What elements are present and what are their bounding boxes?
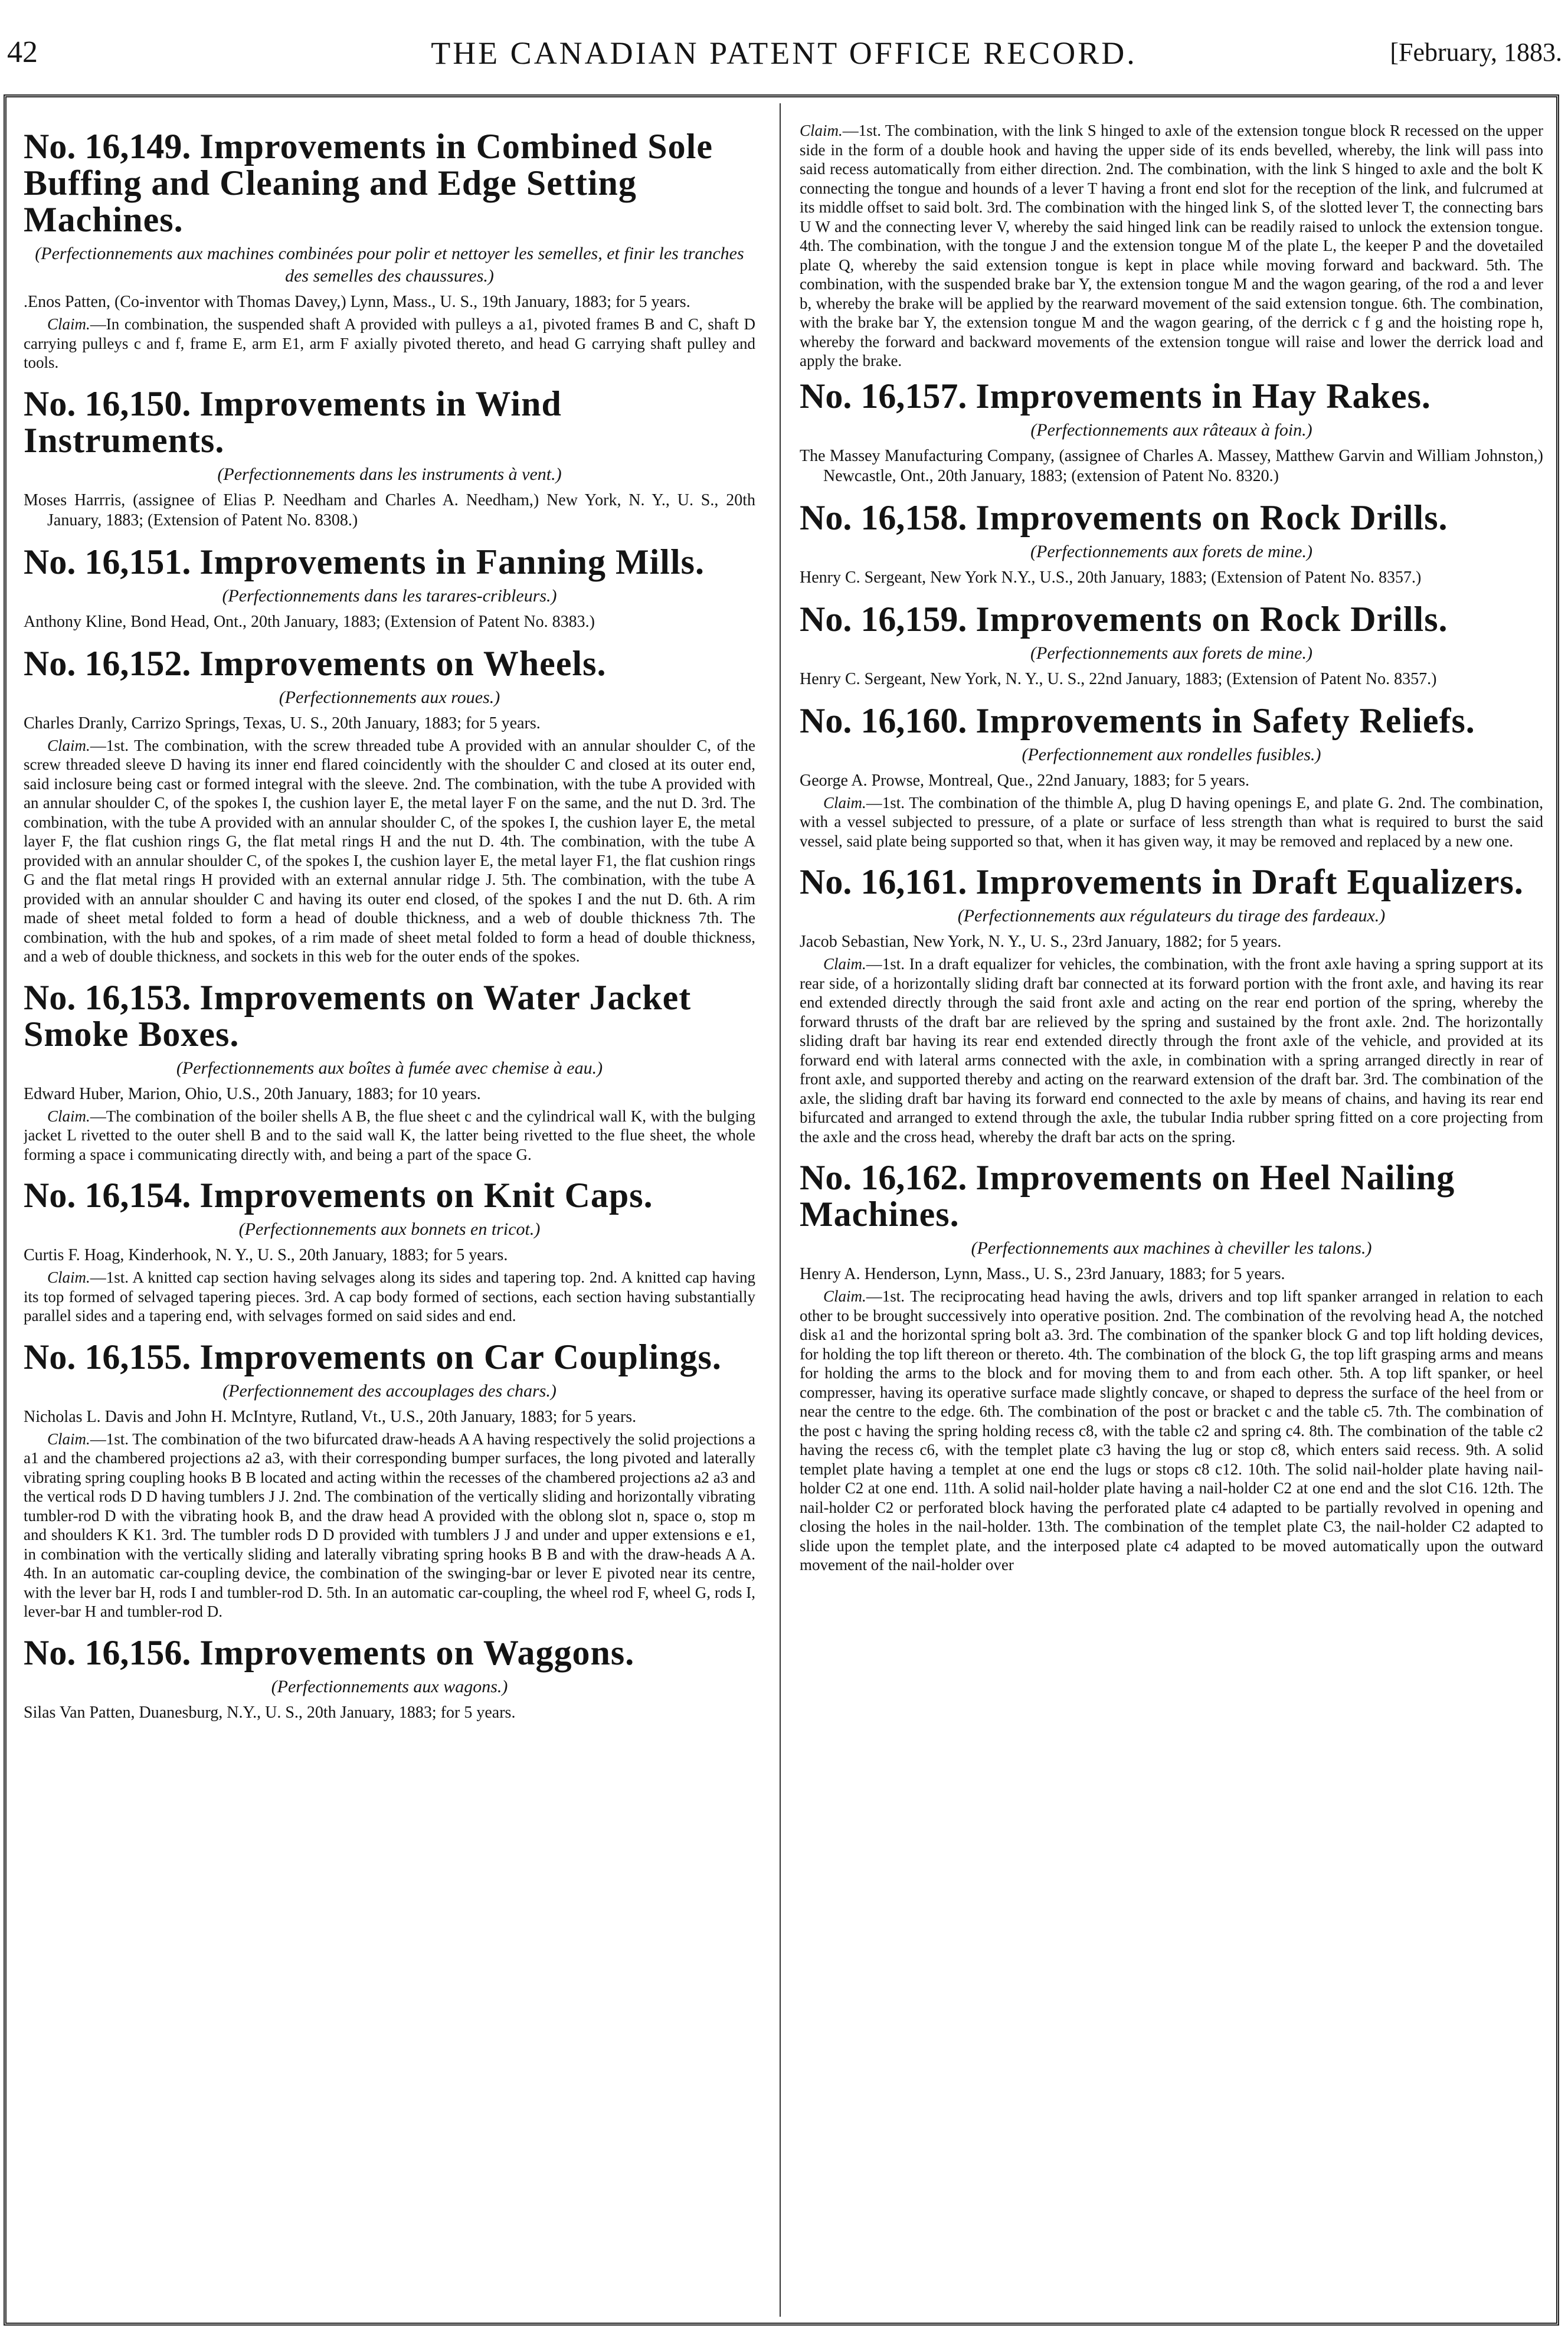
patent-entry	[24, 385, 755, 531]
patent-entry	[800, 499, 1543, 588]
patent-heading	[24, 1339, 755, 1375]
patentee-line: Charles Dranly, Carrizo Springs, Texas, U. S., 20th January, 1883; for 5 years.	[24, 714, 541, 732]
patent-heading	[24, 385, 755, 459]
patent-title: Improvements in Wind Instruments.	[24, 384, 562, 460]
patentee-line: George A. Prowse, Montreal, Que., 22nd January, 1883; for 5 years.	[800, 771, 1250, 790]
patent-title: Improvements in Combined Sole Buffing and Cleaning and Edge Setting Machines.	[24, 127, 713, 239]
left-column	[24, 121, 755, 2314]
page-header	[0, 32, 1568, 80]
patentee-line: Henry A. Henderson, Lynn, Mass., U. S., 23rd January, 1883; for 5 years.	[800, 1265, 1285, 1283]
patent-number: No. 16,158.	[800, 498, 967, 537]
patentee-line: .Enos Patten, (Co-inventor with Thomas Davey,) Lynn, Mass., U. S., 19th January, 1883; for 5 years.	[24, 293, 690, 311]
french-title: (Perfectionnements aux bonnets en tricot.)	[238, 1219, 541, 1239]
patent-heading	[24, 544, 755, 580]
french-title: (Perfectionnements aux machines à cheviller les talons.)	[971, 1238, 1372, 1258]
claim-label: Claim.	[823, 1287, 866, 1305]
patent-number: No. 16,153.	[24, 977, 191, 1017]
french-title: (Perfectionnements aux boîtes à fumée avec chemise à eau.)	[176, 1058, 603, 1078]
french-title: (Perfectionnements aux forets de mine.)	[1030, 643, 1312, 663]
claim-paragraph	[24, 736, 755, 966]
patent-number: No. 16,160.	[800, 701, 967, 740]
claim-paragraph	[800, 954, 1543, 1146]
patent-title: Improvements on Waggons.	[199, 1633, 635, 1672]
patentee-line: Jacob Sebastian, New York, N. Y., U. S., 23rd January, 1882; for 5 years.	[800, 933, 1282, 951]
patent-entry	[24, 1339, 755, 1621]
patent-title: Improvements on Rock Drills.	[976, 498, 1448, 537]
claim-paragraph	[800, 793, 1543, 851]
claim-text: —1st. The combination, with the link S hinged to axle of the extension tongue block R recessed on the upper side in the form of a double hook and having the upper side of its ends bevelled, whereby, the link will pass into said recess automatically from either direction. 2nd. The combination, with the link S hinged to axle and the bolt K connecting the tongue and hounds of a lever T having a front end slot for the reception of the link, and fulcrumed at its middle offset to said bolt. 3rd. The combination with the hinged link S, of the slotted lever T, the connecting bars U W and the connecting lever V, whereby the said hinged link can be readily raised to unlock the extension tongue. 4th. The combination, with the tongue J and the extension tongue M of the plate L, the keeper P and the dovetailed plate Q, whereby the said extension tongue is kept in place while moving forward and backward. 5th. The combination, with the suspended brake bar Y, the extension tongue M and the wagon gearing, of the rod a and lever b, whereby the brake will be applied by the rearward movement of the said extension tongue. 6th. The combination, with the brake bar Y, the extension tongue M and the wagon gearing, of the derrick c f g and the hoisting rope h, whereby the forward and backward movements of the extension tongue will raise and lower the derrick load and apply the brake.	[800, 122, 1543, 369]
patent-entry	[800, 864, 1543, 1146]
continued-claim	[800, 121, 1543, 371]
claim-text: —1st. The reciprocating head having the awls, drivers and top lift spanker arranged in relation to each other to be brought successively into operative position. 2nd. The combination of the revolving head A, the notched disk a1 and the horizontal spring bolt a3. 3rd. The combination of the spanker block G and top lift holding devices, for holding the top lift thereon or thereto. 4th. The combination of the block G, the top lift grasping arms and means for holding the arms to the block and for moving them to and from each other. 5th. A top lift spanker, or heel compresser, having its operative surface made slightly concave, or shaped to depress the surface of the heel from or near the centre to the edge. 6th. The combination of the post or bracket c and the table c5. 7th. The combination of the post c having the spring holding recess c8, with the table c2 and spring c4. 8th. The combination of the table c2 having the recess c6, with the templet plate c3 having the lug or stop c8, which enters said recess. 9th. A solid templet plate having a templet at one end the lugs or stops c8 c12. 10th. The solid nail-holder plate having nail-holder C2 at one end. 11th. A solid nail-holder plate having a nail-holder C2 at one end and the slot C16. 12th. The nail-holder C2 or perforated block having the perforated plate c4 adapted to be partially revolved in opening and closing the holes in the nail-holder. 13th. The combination of the templet plate C3, the nail-holder C2 adapted to slide upon the templet plate, and the interposed plate c4 adapted to be moved automatically upon the outward movement of the nail-holder over	[800, 1287, 1543, 1574]
patent-title: Improvements in Safety Reliefs.	[976, 701, 1475, 740]
column-divider	[780, 103, 781, 2317]
patent-title: Improvements in Draft Equalizers.	[976, 862, 1524, 901]
patent-entry	[24, 544, 755, 632]
patent-number: No. 16,155.	[24, 1337, 191, 1376]
french-title: (Perfectionnements dans les instruments à vent.)	[217, 464, 562, 484]
claim-label: Claim.	[47, 1107, 90, 1125]
patent-number: No. 16,161.	[800, 862, 967, 901]
patent-title: Improvements on Wheels.	[199, 643, 607, 683]
patent-heading	[24, 979, 755, 1052]
claim-text: —The combination of the boiler shells A B, the flue sheet c and the cylindrical wall K, with the bulging jacket L rivetted to the outer shell B and to the said wall K, the latter being rivetted to the flue sheet, the whole forming a space i communicating directly with, and being a part of the space G.	[24, 1107, 755, 1163]
patent-entry	[24, 128, 755, 372]
patent-heading	[24, 645, 755, 682]
issue-date: [February, 1883.	[1390, 38, 1562, 67]
patent-entry	[24, 979, 755, 1165]
claim-text: —In combination, the suspended shaft A provided with pulleys a a1, pivoted frames B and C, shaft D carrying pulleys c and f, frame E, arm E1, arm F axially pivoted thereto, and head G carrying shaft pulley and tools.	[24, 315, 755, 371]
patent-entry	[800, 1159, 1543, 1575]
patent-number: No. 16,162.	[800, 1158, 967, 1197]
patent-title: Improvements on Heel Nailing Machines.	[800, 1158, 1455, 1234]
patent-heading	[24, 128, 755, 238]
patent-heading	[800, 378, 1543, 414]
french-title: (Perfectionnements aux râteaux à foin.)	[1030, 420, 1312, 440]
claim-label: Claim.	[800, 122, 843, 139]
patentee-line: Edward Huber, Marion, Ohio, U.S., 20th January, 1883; for 10 years.	[24, 1084, 481, 1103]
patent-heading	[800, 601, 1543, 637]
french-title: (Perfectionnements aux roues.)	[279, 687, 500, 707]
patentee-line: Silas Van Patten, Duanesburg, N.Y., U. S., 20th January, 1883; for 5 years.	[24, 1703, 516, 1722]
french-title: (Perfectionnements aux forets de mine.)	[1030, 541, 1312, 561]
french-title: (Perfectionnement des accouplages des chars.)	[222, 1381, 557, 1401]
patentee-line: The Massey Manufacturing Company, (assignee of Charles A. Massey, Matthew Garvin and William Johnston,) Newcastle, Ont., 20th January, 1883; (extension of Patent No. 8320.)	[800, 446, 1543, 485]
patentee-line: Anthony Kline, Bond Head, Ont., 20th January, 1883; (Extension of Patent No. 8383.)	[24, 612, 595, 631]
patent-entry	[800, 702, 1543, 851]
patent-number: No. 16,149.	[24, 127, 191, 166]
claim-paragraph	[24, 315, 755, 372]
claim-paragraph	[24, 1268, 755, 1326]
patent-heading	[24, 1634, 755, 1671]
claim-label: Claim.	[823, 955, 866, 973]
claim-text: —1st. A knitted cap section having selvages along its sides and tapering top. 2nd. A knitted cap having its top formed of selvaged tapering pieces. 3rd. A cap body formed of sections, each section having substantially parallel sides and a tapering end, with selvages formed on said sides and end.	[24, 1268, 755, 1325]
patent-number: No. 16,159.	[800, 599, 967, 639]
patent-title: Improvements on Car Couplings.	[199, 1337, 722, 1376]
french-title: (Perfectionnements dans les tarares-cribleurs.)	[222, 586, 557, 606]
publication-title: THE CANADIAN PATENT OFFICE RECORD.	[431, 35, 1137, 71]
patent-number: No. 16,156.	[24, 1633, 191, 1672]
patent-heading	[800, 499, 1543, 536]
patentee-line: Henry C. Sergeant, New York, N. Y., U. S., 22nd January, 1883; (Extension of Patent No. 8357.)	[800, 669, 1437, 688]
right-entries	[800, 378, 1543, 1575]
patent-title: Improvements on Knit Caps.	[199, 1176, 653, 1215]
claim-paragraph	[800, 1287, 1543, 1575]
patent-title: Improvements in Fanning Mills.	[199, 542, 705, 581]
claim-label: Claim.	[823, 793, 866, 812]
patentee-line: Nicholas L. Davis and John H. McIntyre, Rutland, Vt., U.S., 20th January, 1883; for 5 years.	[24, 1407, 637, 1426]
patent-number: No. 16,157.	[800, 376, 967, 416]
patent-number: No. 16,154.	[24, 1176, 191, 1215]
french-title: (Perfectionnement aux rondelles fusibles.)	[1022, 744, 1321, 764]
patent-heading	[24, 1177, 755, 1214]
right-column	[800, 121, 1543, 2314]
patent-heading	[800, 1159, 1543, 1232]
claim-text: —1st. In a draft equalizer for vehicles, the combination, with the front axle having a spring support at its rear side, of a horizontally sliding draft bar connected at its forward portion with the front axle, and having its rear end extended directly through the said front axle and acting on the rear end portion of the spring, whereby the forward thrusts of the draft bar are relieved by the spring and sustained by the front axle. 2nd. The horizontally sliding draft bar having its rear end extended directly through the front axle of the vehicle, and provided at its forward end with lateral arms connected with the axle, in combination with a spring arranged directly in rear of front axle, and supported thereby and acting on the rearward extension of the draft bar. 3rd. The combination of the axle, the sliding draft bar having its forward end connected to the axle by means of chains, and having its rear end bifurcated and arranged to extend through the axle, the tubular India rubber spring fitted on a core projecting from the axle and the cross head, whereby the draft bar acts on the spring.	[800, 955, 1543, 1146]
patent-entry	[24, 645, 755, 966]
patent-heading	[800, 864, 1543, 900]
claim-text: —1st. The combination of the thimble A, plug D having openings E, and plate G. 2nd. The combination, with a vessel subjected to pressure, of a plate or surface of less strength than what is required to burst the said vessel, said plate being supported so that, when it has given way, it may be removed and replaced by a new one.	[800, 793, 1543, 850]
patent-title: Improvements on Rock Drills.	[976, 599, 1448, 639]
french-title: (Perfectionnements aux régulateurs du tirage des fardeaux.)	[957, 906, 1386, 926]
claim-label: Claim.	[47, 315, 90, 333]
claim-label: Claim.	[47, 1268, 90, 1286]
claim-paragraph	[24, 1430, 755, 1621]
page-number: 42	[7, 35, 38, 69]
patent-heading	[800, 702, 1543, 739]
patent-entry	[24, 1177, 755, 1326]
french-title: (Perfectionnements aux machines combinées pour polir et nettoyer les semelles, et finir les tranches des semelles des chaussures.)	[35, 244, 744, 286]
patent-title: Improvements in Hay Rakes.	[976, 376, 1431, 416]
claim-label: Claim.	[47, 736, 90, 754]
patentee-line: Curtis F. Hoag, Kinderhook, N. Y., U. S., 20th January, 1883; for 5 years.	[24, 1246, 508, 1264]
patent-number: No. 16,150.	[24, 384, 191, 423]
patentee-line: Moses Harrris, (assignee of Elias P. Needham and Charles A. Needham,) New York, N. Y., U. S., 20th January, 1883; (Extension of Patent No. 8308.)	[24, 490, 755, 529]
patent-title: Improvements on Water Jacket Smoke Boxes.	[24, 977, 692, 1054]
patentee-line: Henry C. Sergeant, New York N.Y., U.S., 20th January, 1883; (Extension of Patent No. 8357.)	[800, 568, 1422, 587]
patent-number: No. 16,151.	[24, 542, 191, 581]
claim-text: —1st. The combination, with the screw threaded tube A provided with an annular shoulder C, of the screw threaded sleeve D having its inner end flared coincidently with the shoulder C and closed at its outer end, said inclosure being cast or formed integral with the sleeve. 2nd. The combination, with the tube A provided with an annular shoulder C, of the spokes I, the cushion layer E, the metal layer F on the same, and the nut D. 3rd. The combination, with the tube A provided with an annular shoulder C, of the spokes I, the cushion layer E, the metal layer F, the flat cushion rings G, the flat metal rings H and the nut D. 4th. The combination, with the tube A provided with an annular shoulder C, of the spokes I, the cushion layer E, the metal layer F1, the flat cushion rings G and the flat metal rings H provided with an external annular ridge J. 5th. The combination, with the tube A provided with an annular shoulder C and having its outer end closed, of the spokes I and the nut D. 6th. A rim made of sheet metal folded to form a head of double thickness, and a web of double thickness 7th. The combination, with the hub and spokes, of a rim made of sheet metal folded to form a head of double thickness, and a web of double thickness, and sockets in this web for the outer ends of the spokes.	[24, 736, 755, 965]
claim-label: Claim.	[47, 1430, 90, 1448]
patent-entry	[24, 1634, 755, 1723]
claim-paragraph	[24, 1107, 755, 1165]
patent-number: No. 16,152.	[24, 643, 191, 683]
patent-entry	[800, 601, 1543, 689]
patent-entry	[800, 378, 1543, 486]
claim-text: —1st. The combination of the two bifurcated draw-heads A A having respectively the solid projections a a1 and the chambered projections a2 a3, with their corresponding bumper surfaces, the long pivoted and laterally vibrating spring coupling hooks B B located and acting within the recesses of the chambered projections a2 a3 and the vertical rods D D having tumblers J J. 2nd. The combination of the vertically sliding and horizontally vibrating tumbler-rod D with the vibrating hook B, and the draw head A provided with the oblong slot n, space o, stop m and shoulders K K1. 3rd. The tumbler rods D D provided with tumblers J J and under and upper extensions e e1, in combination with the vertically sliding and laterally vibrating spring hooks B B and with the draw-heads A A. 4th. In an automatic car-coupling device, the combination of the swinging-bar or lever E pivoted near its centre, with the lever bar H, rods I and tumbler-rod D. 5th. In an automatic car-coupling, the wheel rod F, wheel G, rods I, lever-bar H and tumbler-rod D.	[24, 1430, 755, 1620]
french-title: (Perfectionnements aux wagons.)	[271, 1676, 508, 1696]
